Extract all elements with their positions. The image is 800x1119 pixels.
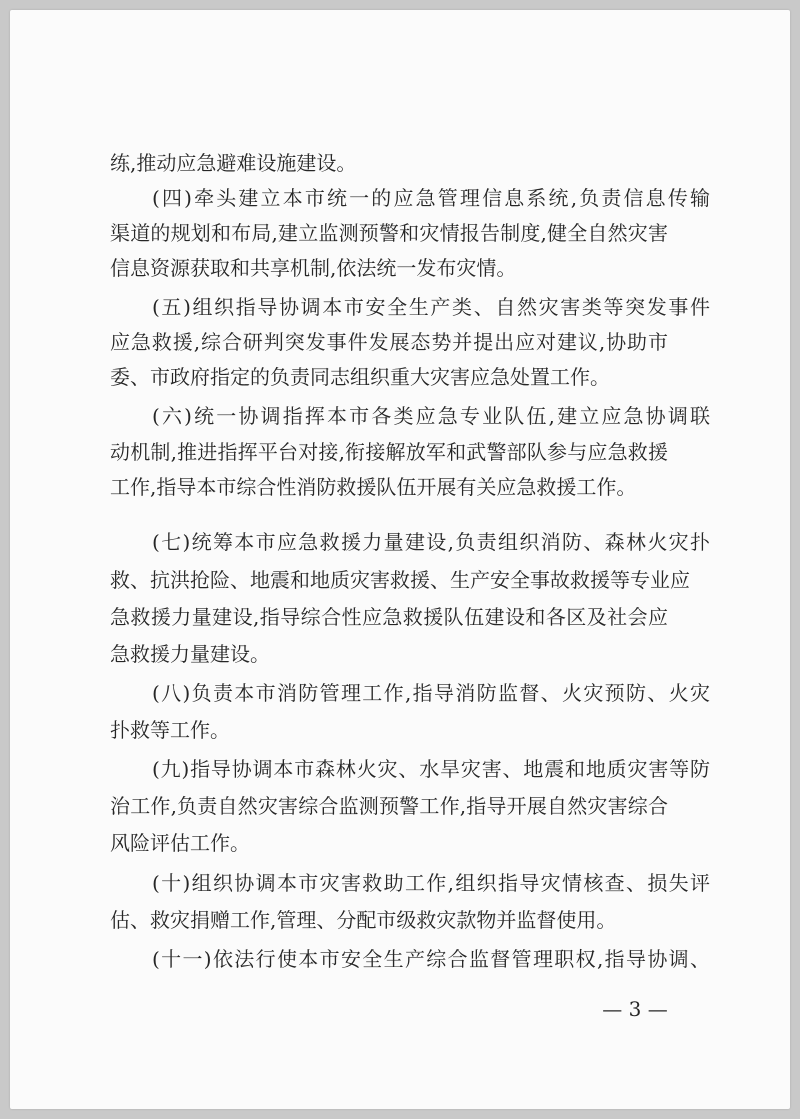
text-line-19	[10, 830, 790, 856]
text-line-3	[10, 220, 790, 246]
line-text: (四)牵头建立本市统一的应急管理信息系统,负责信息传输	[152, 186, 710, 210]
document-page	[10, 10, 790, 1109]
line-text: (九)指导协调本市森林火灾、水旱灾害、地震和地质灾害等防	[152, 757, 710, 781]
line-text: 治工作,负责自然灾害综合监测预警工作,指导开展自然灾害综合	[110, 794, 668, 818]
line-text: 委、市政府指定的负责同志组织重大灾害应急处置工作。	[110, 365, 610, 389]
line-text: (五)组织指导协调本市安全生产类、自然灾害类等突发事件	[152, 295, 710, 319]
text-line-1	[10, 150, 790, 176]
line-text: 应急救援,综合研判突发事件发展态势并提出应对建议,协助市	[110, 330, 668, 354]
text-line-21	[10, 907, 790, 933]
line-text: 渠道的规划和布局,建立监测预警和灾情报告制度,健全自然灾害	[110, 221, 668, 245]
text-line-8	[10, 403, 790, 429]
line-text: 急救援力量建设,指导综合性应急救援队伍建设和各区及社会应	[110, 605, 668, 629]
line-text: 动机制,推进指挥平台对接,衔接解放军和武警部队参与应急救援	[110, 440, 668, 464]
text-line-20	[10, 870, 790, 896]
text-line-16	[10, 717, 790, 743]
text-line-13	[10, 604, 790, 630]
line-text: 扑救等工作。	[110, 718, 230, 742]
text-line-14	[10, 641, 790, 667]
text-line-7	[10, 364, 790, 390]
text-line-12	[10, 567, 790, 593]
page-number: — 3 —	[602, 997, 668, 1021]
line-text: 信息资源获取和共享机制,依法统一发布灾情。	[110, 256, 517, 280]
text-line-10	[10, 474, 790, 500]
text-line-4	[10, 255, 790, 281]
line-text: (十一)依法行使本市安全生产综合监督管理职权,指导协调、	[152, 947, 710, 971]
text-line-17	[10, 756, 790, 782]
line-text: 工作,指导本市综合性消防救援队伍开展有关应急救援工作。	[110, 475, 637, 499]
text-line-11	[10, 529, 790, 555]
line-text: 估、救灾捐赠工作,管理、分配市级救灾款物并监督使用。	[110, 908, 617, 932]
line-text: (七)统筹本市应急救援力量建设,负责组织消防、森林火灾扑	[152, 530, 710, 554]
line-text: (六)统一协调指挥本市各类应急专业队伍,建立应急协调联	[152, 404, 710, 428]
text-line-15	[10, 680, 790, 706]
text-line-22	[10, 946, 790, 972]
line-text: 救、抗洪抢险、地震和地质灾害救援、生产安全事故救援等专业应	[110, 568, 690, 592]
line-text: (十)组织协调本市灾害救助工作,组织指导灾情核查、损失评	[152, 871, 710, 895]
text-line-5	[10, 294, 790, 320]
line-text: 风险评估工作。	[110, 831, 250, 855]
line-text: 练,推动应急避难设施建设。	[110, 151, 357, 175]
text-line-2	[10, 185, 790, 211]
text-line-6	[10, 329, 790, 355]
text-line-18	[10, 793, 790, 819]
text-line-9	[10, 439, 790, 465]
line-text: (八)负责本市消防管理工作,指导消防监督、火灾预防、火灾	[152, 681, 710, 705]
line-text: 急救援力量建设。	[110, 642, 270, 666]
